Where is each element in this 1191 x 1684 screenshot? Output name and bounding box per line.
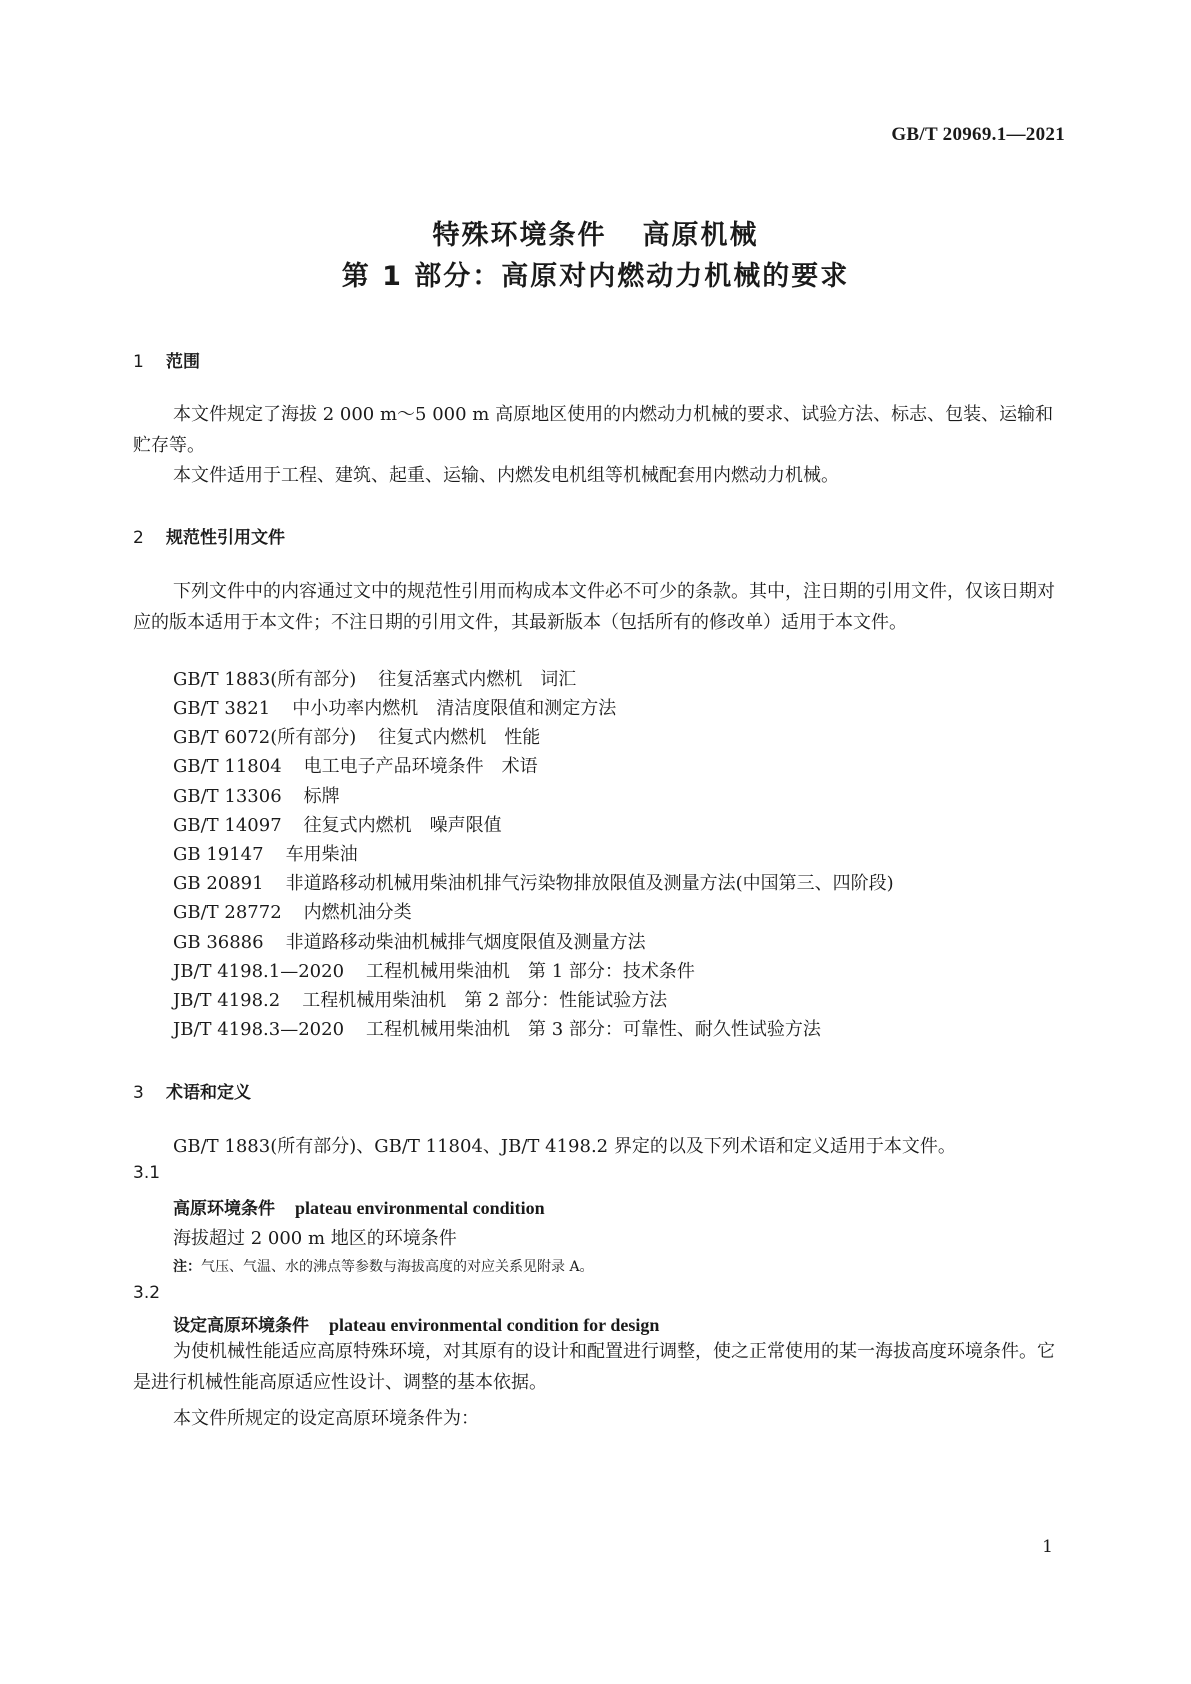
term-continuation: 本文件所规定的设定高原环境条件为： [173,1408,479,1429]
reference-item: JB/T 4198.1—2020 工程机械用柴油机 第 1 部分：技术条件 [173,961,695,982]
reference-item: GB/T 28772 内燃机油分类 [173,902,412,923]
reference-item: GB 36886 非道路移动柴油机械排气烟度限值及测量方法 [173,932,646,953]
document-title-line1 [0,213,1191,252]
reference-item: JB/T 4198.3—2020 工程机械用柴油机 第 3 部分：可靠性、耐久性试验方法 [173,1019,821,1040]
section1-paragraph-1: 本文件规定了海拔 2 000 m～5 000 m 高原地区使用的内燃动力机械的要求、试验方法、标志、包装、运输和贮存等。 [133,404,1054,456]
note-label: 注： [173,1259,201,1275]
section3-intro: GB/T 1883(所有部分)、GB/T 11804、JB/T 4198.2 界定的以及下列术语和定义适用于本文件。 [173,1136,956,1157]
term-note [173,1256,594,1276]
reference-item: GB/T 14097 往复式内燃机 噪声限值 [173,815,502,836]
reference-item: GB 19147 车用柴油 [173,844,358,865]
section2-intro: 下列文件中的内容通过文中的规范性引用而构成本文件必不可少的条款。其中，注日期的引用文件，仅该日期对应的版本适用于本文件；不注日期的引用文件，其最新版本（包括所有的修改单）适用于本文件。 [133,581,1055,633]
term-number: 3.2 [133,1283,161,1303]
section-heading-3 [133,1078,251,1103]
section-heading-2 [133,523,285,548]
term-en: plateau environmental condition [295,1198,545,1218]
reference-item: GB 20891 非道路移动机械用柴油机排气污染物排放限值及测量方法(中国第三、四阶段) [173,873,894,894]
term-cn: 高原环境条件 [173,1199,275,1219]
term-number: 3.1 [133,1163,161,1183]
section-title: 术语和定义 [166,1083,251,1103]
section-title: 规范性引用文件 [166,528,285,548]
reference-item: GB/T 13306 标牌 [173,786,340,807]
section-number: 1 [133,352,144,372]
reference-item: GB/T 11804 电工电子产品环境条件 术语 [173,756,538,777]
reference-item: GB/T 1883(所有部分) 往复活塞式内燃机 词汇 [173,669,577,690]
title-part1: 特殊环境条件 [432,220,607,251]
term-definition: 海拔超过 2 000 m 地区的环境条件 [173,1228,457,1249]
term-definition: 为使机械性能适应高原特殊环境，对其原有的设计和配置进行调整，使之正常使用的某一海拔高度环境条件。它是进行机械性能高原适应性设计、调整的基本依据。 [133,1341,1055,1393]
section-title: 范围 [166,352,200,372]
reference-item: JB/T 4198.2 工程机械用柴油机 第 2 部分：性能试验方法 [173,990,668,1011]
term-heading [173,1311,659,1336]
section-number: 2 [133,528,144,548]
reference-item: GB/T 3821 中小功率内燃机 清洁度限值和测定方法 [173,698,617,719]
title-part2: 高原机械 [642,220,759,251]
section-number: 3 [133,1083,144,1103]
document-title-line2: 第 1 部分：高原对内燃动力机械的要求 [341,261,850,292]
term-cn: 设定高原环境条件 [173,1316,309,1336]
term-en: plateau environmental condition for design [329,1315,660,1335]
standard-number: GB/T 20969.1—2021 [891,124,1065,145]
reference-item: GB/T 6072(所有部分) 往复式内燃机 性能 [173,727,541,748]
term-heading [173,1194,545,1219]
section-heading-1 [133,347,200,372]
note-text: 气压、气温、水的沸点等参数与海拔高度的对应关系见附录 A。 [201,1259,594,1275]
page-number: 1 [1042,1537,1053,1557]
section1-paragraph-2: 本文件适用于工程、建筑、起重、运输、内燃发电机组等机械配套用内燃动力机械。 [173,465,839,486]
